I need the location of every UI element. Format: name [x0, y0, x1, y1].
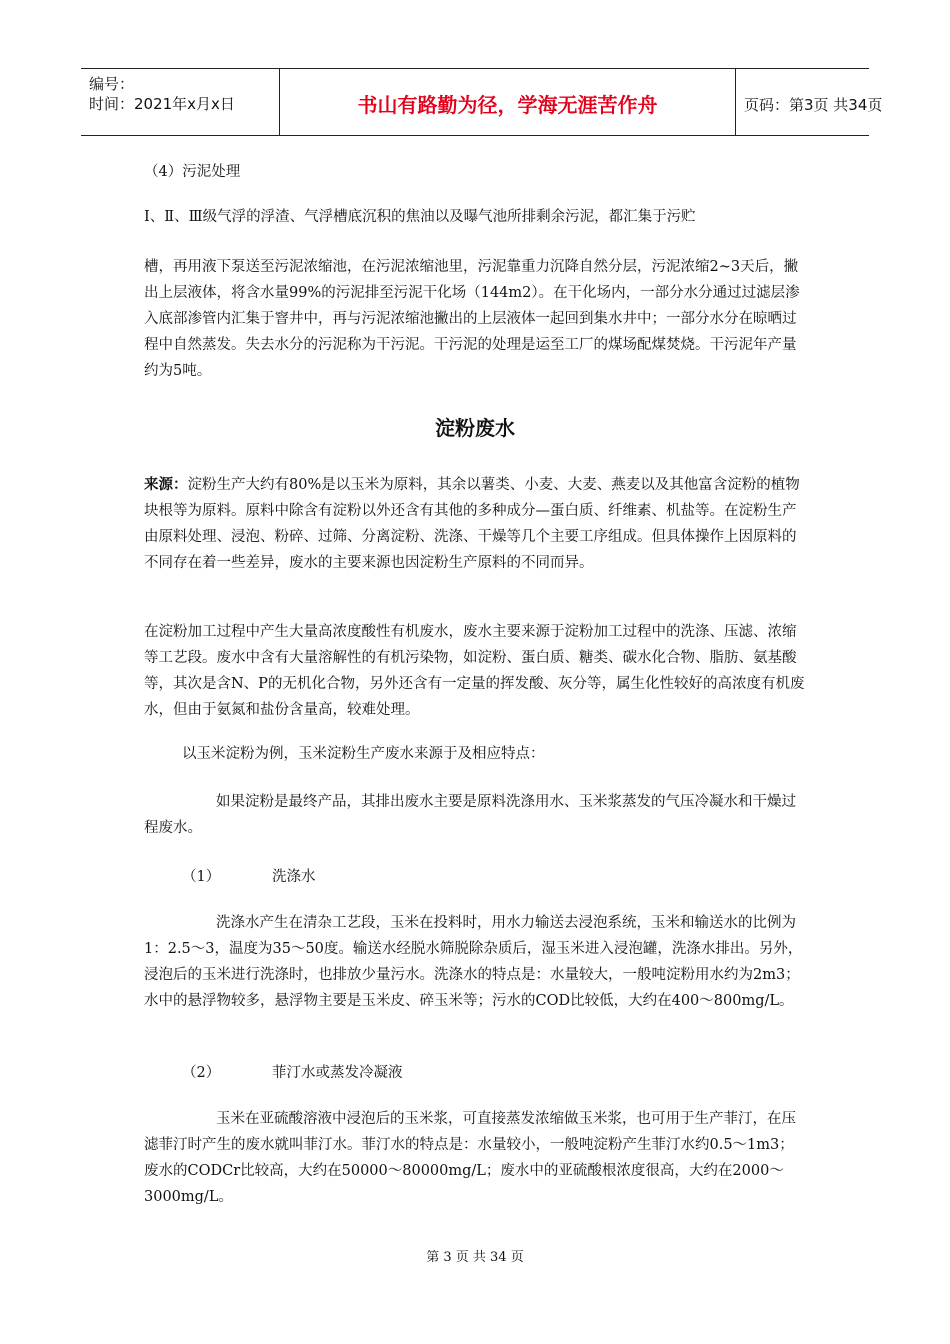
source-label: 来源： [144, 476, 188, 493]
paragraph-4: 如果淀粉是最终产品，其排出废水主要是原料洗涤用水、玉米浆蒸发的气压冷凝水和干燥过程废水。 [144, 794, 796, 836]
item-1-number: （1） [182, 869, 221, 885]
item-2-title: 菲汀水或蒸发冷凝液 [272, 1065, 403, 1081]
document-date-label: 时间：2021年x月x日 [89, 95, 235, 113]
paragraph-2: 在淀粉加工过程中产生大量高浓度酸性有机废水，废水主要来源于淀粉加工过程中的洗涤、压滤、浓缩等工艺段。废水中含有大量溶解性的有机污染物，如淀粉、蛋白质、糖类、碳水化合物、脂肪、氨基酸等，其次是含N、P的无机化合物，另外还含有一定量的挥发酸、灰分等，属生化性较好的高浓度有机废水，但由于氨氮和盐份含量高，较难处理。 [144, 624, 805, 718]
item-2-number: （2） [182, 1065, 221, 1081]
header-page-cell [736, 69, 883, 135]
source-paragraph [144, 472, 806, 576]
item-1-title: 洗涤水 [272, 869, 316, 885]
sludge-paragraph-2: 槽，再用液下泵送至污泥浓缩池，在污泥浓缩池里，污泥靠重力沉降自然分层，污泥浓缩2~3天后，撇出上层液体，将含水量99%的污泥排至污泥干化场（144m2）。在干化场内，一部分水分通过过滤层渗入底部渗管内汇集于窨井中，再与污泥浓缩池撇出的上层液体一起回到集水井中；一部分水分在晾晒过程中自然蒸发。失去水分的污泥称为干污泥。干污泥的处理是运至工厂的煤场配煤焚烧。干污泥年产量约为5吨。 [144, 259, 800, 379]
item-2-text: 玉米在亚硫酸溶液中浸泡后的玉米浆，可直接蒸发浓缩做玉米浆，也可用于生产菲汀，在压滤菲汀时产生的废水就叫菲汀水。菲汀水的特点是：水量较小，一般吨淀粉产生菲汀水约0.5～1m3；废水的CODCr比较高，大约在50000～80000mg/L；废水中的亚硫酸根浓度很高，大约在2000～3000mg/L。 [144, 1111, 796, 1205]
sludge-paragraph-1: Ⅰ、Ⅱ、Ⅲ级气浮的浮渣、气浮槽底沉积的焦油以及曝气池所排剩余污泥，都汇集于污贮 [144, 209, 696, 225]
sludge-heading: （4）污泥处理 [144, 164, 241, 180]
header-motto-cell [280, 69, 736, 135]
header-motto: 书山有路勤为径，学海无涯苦作舟 [357, 93, 658, 117]
paragraph-3: 以玉米淀粉为例，玉米淀粉生产废水来源于及相应特点： [182, 746, 545, 762]
page-footer: 第 3 页 共 34 页 [426, 1250, 524, 1265]
header-page-label: 页码：第3页 共34页 [744, 96, 883, 114]
page-header [81, 68, 883, 136]
section-title: 淀粉废水 [435, 416, 515, 440]
header-left-cell [81, 69, 280, 135]
item-1-text: 洗涤水产生在清杂工艺段，玉米在投料时，用水力输送去浸泡系统，玉米和输送水的比例为1：2.5～3，温度为35～50度。输送水经脱水筛脱除杂质后，湿玉米进入浸泡罐，洗涤水排出。另外，浸泡后的玉米进行洗涤时，也排放少量污水。洗涤水的特点是：水量较大，一般吨淀粉用水约为2m3；水中的悬浮物较多，悬浮物主要是玉米皮、碎玉米等；污水的COD比较低，大约在400～800mg/L。 [144, 915, 803, 1009]
document-number-label: 编号： [89, 75, 135, 93]
source-text: 淀粉生产大约有80%是以玉米为原料，其余以薯类、小麦、大麦、燕麦以及其他富含淀粉的植物块根等为原料。原料中除含有淀粉以外还含有其他的多种成分—蛋白质、纤维素、机盐等。在淀粉生产由原料处理、浸泡、粉碎、过筛、分离淀粉、洗涤、干燥等几个主要工序组成。但具体操作上因原料的不同存在着一些差异，废水的主要来源也因淀粉生产原料的不同而异。 [144, 477, 800, 571]
